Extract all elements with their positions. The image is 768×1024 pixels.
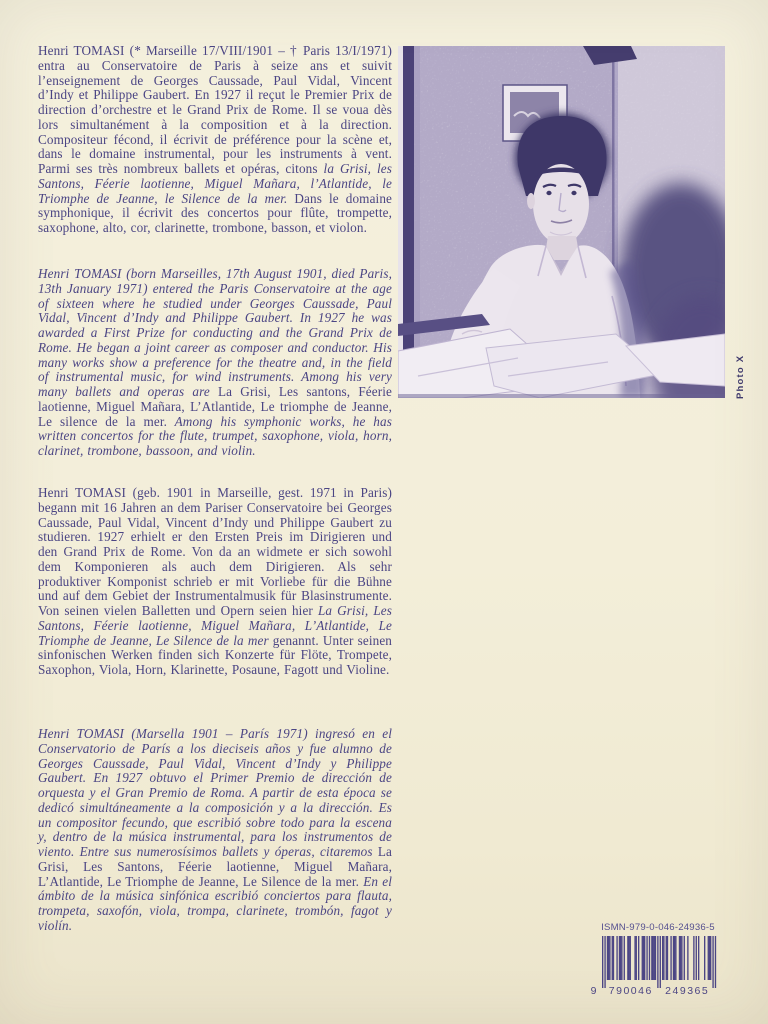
barcode-digits-right: 249365 — [665, 985, 710, 997]
bio-segment: Henri TOMASI (Marsella 1901 – París 1971) ingresó en el Conservatorio de París a los dieciseis años y fue alumno de Georges Caussade, Paul Vidal, Vincent d’Indy y Philippe Gaubert. En 1927 obtuvo el Primer Premio de dirección de orquesta y el Gran Premio de Roma. A partir de esta época se dedicó simultáneamente a la composición y a la dirección. Es un compositor fecundo, que escribió sobre todo para la escena y, dentro de la música instrumental, para los instrumentos de viento. Entre sus numerosísimos ballets y óperas, citaremos — [38, 726, 392, 859]
bio-segment: Among his symphonic works, he has written concertos for the flute, trumpet, saxophone, viola, horn, clarinet, trombone, bassoon, and violin. — [38, 413, 392, 458]
bio-segment: Henri TOMASI (geb. 1901 in Marseille, gest. 1971 in Paris) begann mit 16 Jahren an dem Pariser Conservatoire bei Georges Caussade, Paul Vidal, Vincent d’Indy und Philippe Gaubert zu studieren. 1927 erhielt er den Ersten Preis im Dirigieren und den Grand Prix de Rome. Von da an widmete er sich sowohl dem Komponieren als auch dem Dirigieren. Als sehr produktiver Komponist schrieb er mit Vorliebe für die Bühne und auf dem Gebiet der Instrumentalmusik für Blasinstrumente. Von seinen vielen Balletten und Opern seien hier — [38, 485, 392, 618]
bio-segment: Dans le domaine symphonique, il écrivit des concertos pour flûte, trompette, saxophone, alto, cor, clarinette, trombone, basson, et violon. — [38, 190, 393, 235]
bio-paragraph-de — [38, 486, 392, 678]
barcode-digit-first: 9 — [590, 985, 598, 997]
bio-segment: Henri TOMASI (* Marseille 17/VIII/1901 – † Paris 13/I/1971) entra au Conservatoire de Paris à seize ans et suivit l’enseignement de Georges Caussade, Paul Vidal, Vincent d’Indy et Philippe Gaubert. En 1927 il reçut le Premier Prix de direction d’orchestre et le Grand Prix de Rome. Il se voua dès lors simultanément à la composition et à la direction. Compositeur fécond, il écrivit de préférence pour la scène et, dans le domaine instrumental, pour les instruments à vent. Parmi ses très nombreux ballets et opéras, citons — [38, 43, 392, 176]
bio-segment: La Grisi, Les Santons, Féerie laotienne, Miguel Mañara, L’Atlantide, Le Triomphe de Jeanne, Le Silence de la mer. — [38, 844, 392, 889]
barcode-digits-left: 790046 — [608, 985, 653, 997]
bio-segment: La Grisi, Les Santons, Féerie laotienne, Miguel Mañara, L’Atlantide, Le Triomphe de Jeanne, Le Silence de la mer — [38, 603, 392, 648]
ismn-label: ISMN-979-0-046-24936-5 — [601, 922, 715, 933]
photo-doorframe-light — [398, 46, 403, 398]
photo-wall-corner — [612, 46, 615, 281]
photo-credit: Photo X — [735, 354, 746, 399]
tomasi-photo — [398, 46, 725, 398]
tomasi-photo-art — [398, 46, 725, 398]
bio-segment: genannt. Unter seinen sinfonischen Werken finden sich Konzerte für Flöte, Trompete, Saxophon, Viola, Horn, Klarinette, Posaune, Fagott und Violine. — [38, 632, 393, 677]
bio-paragraph-en — [38, 267, 392, 459]
photo-doorframe-dark — [403, 46, 414, 356]
bio-segment: Henri TOMASI (born Marseilles, 17th August 1901, died Paris, 13th January 1971) entered the Paris Conservatoire at the age of sixteen where he studied under Georges Caussade, Paul Vidal, Vincent d’Indy and Philippe Gaubert. In 1927 he was awarded a First Prize for conducting and the Grand Prix de Rome. He began a joint career as composer and conductor. His many works show a preference for the theatre and, in the field of instrumental music, for wind instruments. Among his very many ballets and operas are — [38, 266, 392, 399]
photo-man-face — [533, 164, 589, 244]
ean13-barcode — [588, 934, 728, 998]
bio-segment: La Grisi, Les santons, Féerie laotienne, Miguel Mañara, L’Atlantide, Le triomphe de Jeanne, Le silence de la mer. — [38, 384, 393, 429]
barcode-block — [588, 922, 728, 1003]
bio-segment: En el ámbito de la música sinfónica escribió conciertos para flauta, trompeta, saxofón, viola, trompa, clarinete, trombón, fagot y violín. — [38, 873, 392, 933]
bio-segment: la Grisi, les Santons, Féerie laotienne, Miguel Mañara, l’Atlantide, le Triomphe de Jeanne, le Silence de la mer. — [38, 161, 392, 206]
bio-paragraph-fr — [38, 44, 392, 236]
bio-paragraph-es — [38, 727, 392, 934]
